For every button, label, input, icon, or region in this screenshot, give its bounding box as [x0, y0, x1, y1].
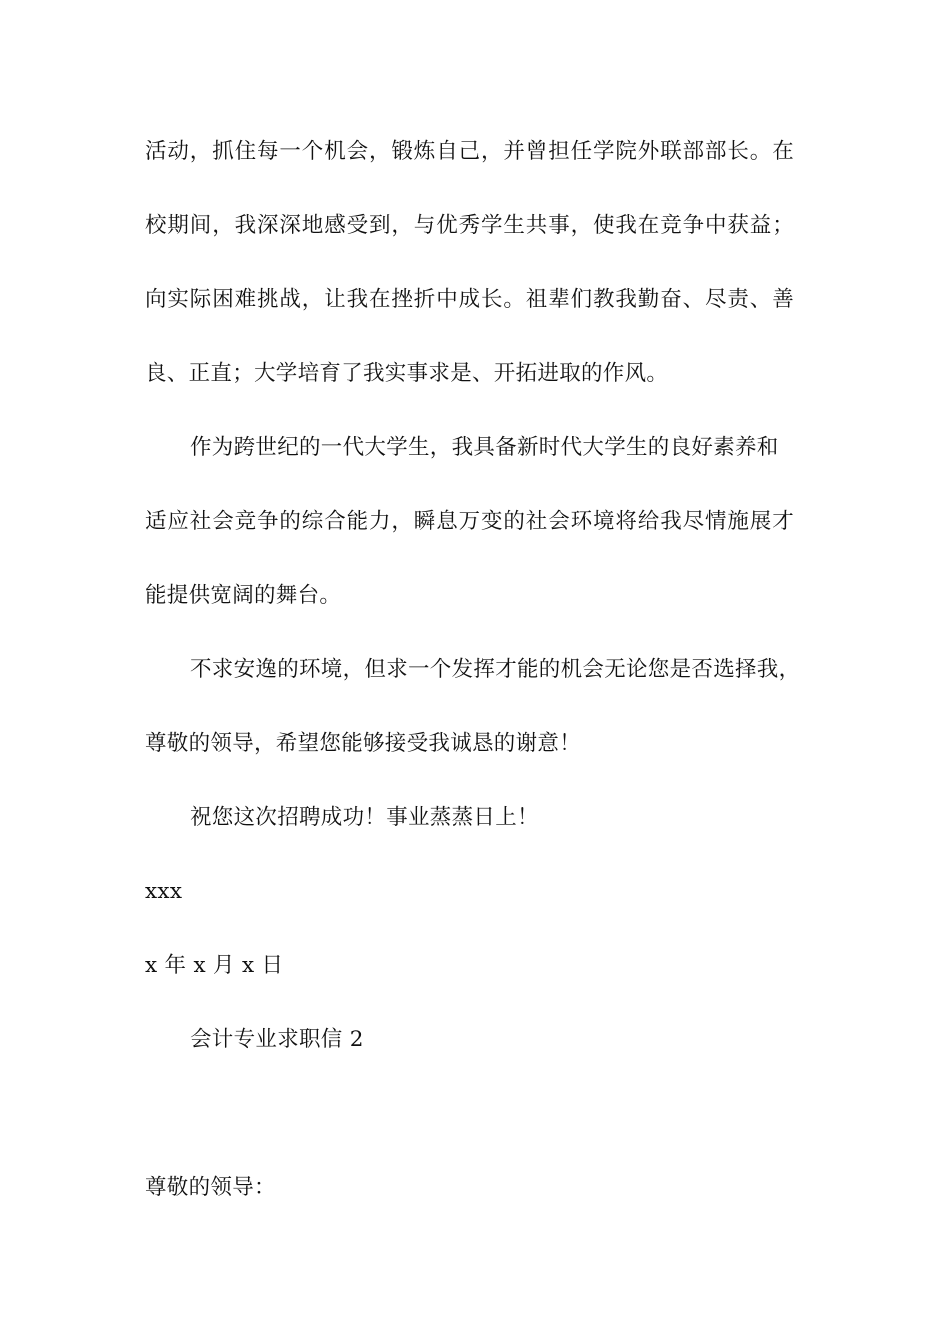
paragraph-line: 校期间，我深深地感受到，与优秀学生共事，使我在竞争中获益； [145, 213, 795, 238]
closing-line: 祝您这次招聘成功！事业蒸蒸日上！ [190, 805, 539, 830]
paragraph-line: 能提供宽阔的舞台。 [145, 583, 342, 608]
signature-name: xxx [145, 879, 183, 904]
paragraph-line: 适应社会竞争的综合能力，瞬息万变的社会环境将给我尽情施展才 [145, 509, 795, 534]
paragraph-line: 向实际困难挑战，让我在挫折中成长。祖辈们教我勤奋、尽责、善 [145, 287, 795, 312]
paragraph-line: 活动，抓住每一个机会，锻炼自己，并曾担任学院外联部部长。在 [145, 139, 795, 164]
paragraph-line: 良、正直；大学培育了我实事求是、开拓进取的作风。 [145, 361, 669, 386]
paragraph-line: 不求安逸的环境，但求一个发挥才能的机会无论您是否选择我， [190, 657, 801, 682]
signature-date: x 年 x 月 x 日 [145, 953, 284, 978]
salutation: 尊敬的领导： [145, 1175, 276, 1200]
paragraph-line: 尊敬的领导，希望您能够接受我诚恳的谢意！ [145, 731, 582, 756]
section-title: 会计专业求职信 2 [190, 1027, 364, 1052]
paragraph-line: 作为跨世纪的一代大学生，我具备新时代大学生的良好素养和 [190, 435, 779, 460]
